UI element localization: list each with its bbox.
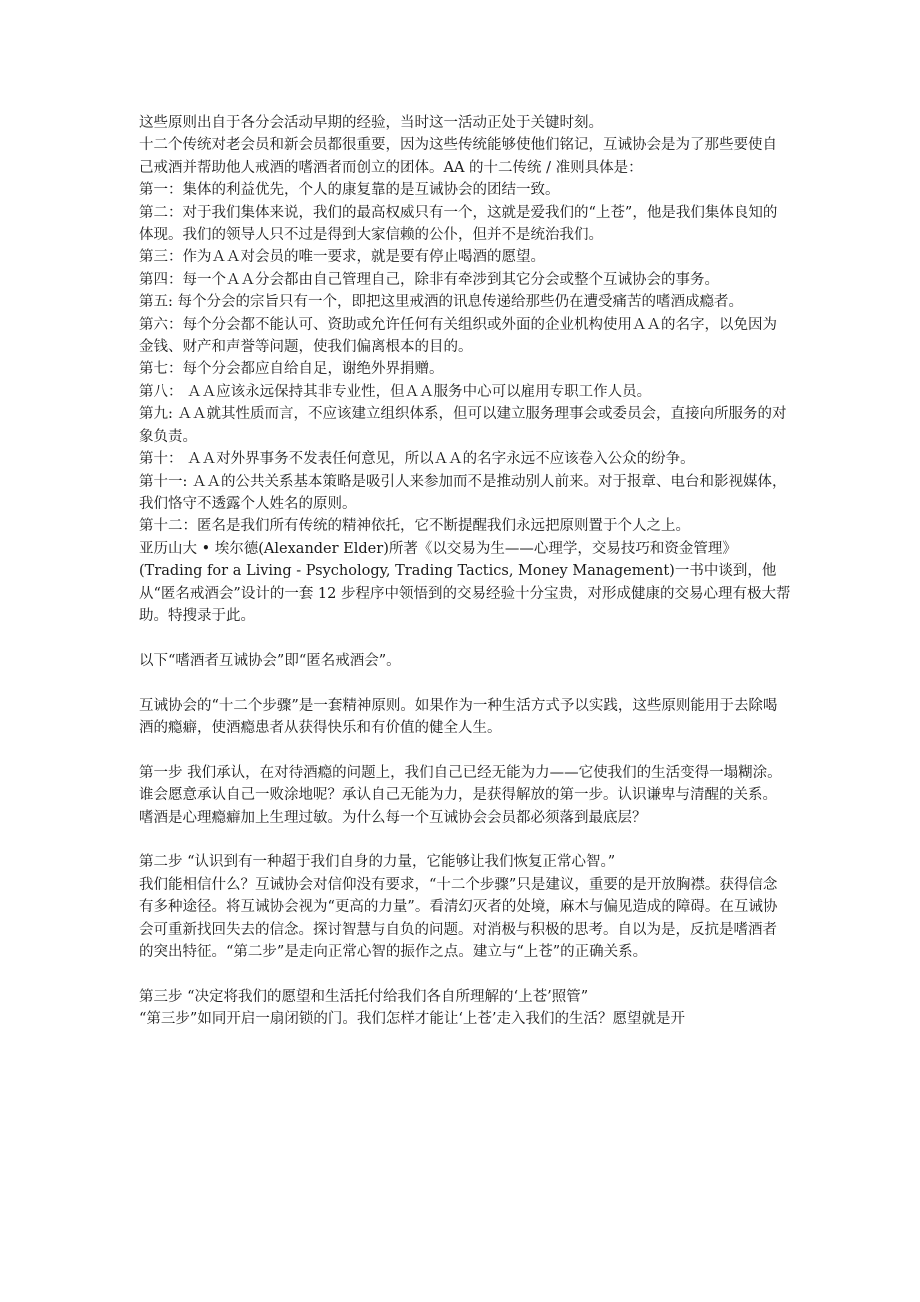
paragraph-twelve-steps-intro: 互诫协会的“十二个步骤”是一套精神原则。如果作为一种生活方式予以实践，这些原则能用于去除喝酒的瘾癖，使酒瘾患者从获得快乐和有价值的健全人生。 <box>139 697 778 736</box>
step-1-heading: 第一步 我们承认，在对待酒瘾的问题上，我们自己已经无能为力——它使我们的生活变得一塌糊涂。 <box>139 764 782 781</box>
paragraph-naming-note: 以下“嗜酒者互诫协会”即“匿名戒酒会”。 <box>139 652 401 669</box>
paragraph-spacer <box>139 963 791 985</box>
document-page <box>139 112 791 1031</box>
tradition-1: 第一：集体的利益优先，个人的康复靠的是互诫协会的团结一致。 <box>139 182 560 199</box>
tradition-11: 第十一: ＡＡ的公共关系基本策略是吸引人来参加而不是推动别人前来。对于报章、电台和影视媒体，我们恪守不透露个人姓名的原则。 <box>139 473 787 512</box>
paragraph-elder-reference: 亚历山大 • 埃尔德(Alexander Elder)所著《以交易为生——心理学，交易技巧和资金管理》(Trading for a Living - Psychology, Trading Tactics, Money Management)一书中谈到，他从“匿名戒酒会”设计的一套 12 步程序中领悟到的交易经验十分宝贵，对形成健康的交易心理有极大帮助。特搜录于此。 <box>139 540 791 624</box>
tradition-2: 第二：对于我们集体来说，我们的最高权威只有一个，这就是爱我们的“上苍”，他是我们集体良知的体现。我们的领导人只不过是得到大家信赖的公仆，但并不是统治我们。 <box>139 204 778 244</box>
tradition-5: 第五: 每个分会的宗旨只有一个，即把这里戒酒的讯息传递给那些仍在遭受痛苦的嗜酒成瘾者。 <box>139 294 743 311</box>
step-3-heading: 第三步 “决定将我们的愿望和生活托付给我们各自所理解的‘上苍’照管” <box>139 988 589 1005</box>
paragraph-intro: 这些原则出自于各分会活动早期的经验，当时这一活动正处于关键时刻。 <box>139 115 603 131</box>
tradition-7: 第七：每个分会都应自给自足，谢绝外界捐赠。 <box>139 361 444 378</box>
tradition-8: 第八： ＡＡ应该永远保持其非专业性，但ＡＡ服务中心可以雇用专职工作人员。 <box>139 383 652 400</box>
step-2-body: 我们能相信什么？互诫协会对信仰没有要求，“十二个步骤”只是建议，重要的是开放胸襟。获得信念有多种途径。将互诫协会视为“更高的力量”。看清幻灭者的处境，麻木与偏见造成的障碍。在互诫协会可重新找回失去的信念。探讨智慧与自负的问题。对消极与积极的思考。自以为是，反抗是嗜酒者的突出特征。“第二步”是走向正常心智的振作之点。建立与“上苍”的正确关系。 <box>139 876 778 960</box>
paragraph-spacer <box>139 672 791 694</box>
paragraph-spacer <box>139 739 791 761</box>
step-2-heading: 第二步 “认识到有一种超于我们自身的力量，它能够让我们恢复正常心智。” <box>139 854 616 871</box>
tradition-3: 第三：作为ＡＡ对会员的唯一要求，就是要有停止喝酒的愿望。 <box>139 249 545 266</box>
paragraph-spacer <box>139 627 791 649</box>
tradition-6: 第六：每个分会都不能认可、资助或允许任何有关组织或外面的企业机构使用ＡＡ的名字，以免因为金钱、财产和声誉等问题，使我们偏离根本的目的。 <box>139 316 777 356</box>
tradition-12: 第十二：匿名是我们所有传统的精神依托，它不断提醒我们永远把原则置于个人之上。 <box>139 518 690 535</box>
tradition-9: 第九: ＡＡ就其性质而言，不应该建立组织体系，但可以建立服务理事会或委员会，直接向所服务的对象负责。 <box>139 406 787 445</box>
step-3-body: “第三步”如同开启一扇闭锁的门。我们怎样才能让‘上苍’走入我们的生活？愿望就是开 <box>139 1011 686 1028</box>
paragraph-spacer <box>139 829 791 851</box>
paragraph-traditions-intro: 十二个传统对老会员和新会员都很重要，因为这些传统能够使他们铭记，互诫协会是为了那些要使自己戒酒并帮助他人戒酒的嗜酒者而创立的团体。AA 的十二传统 / 准则具体是： <box>139 137 777 176</box>
step-1-body: 谁会愿意承认自己一败涂地呢？承认自己无能为力，是获得解放的第一步。认识谦卑与清醒的关系。嗜酒是心理瘾癖加上生理过敏。为什么每一个互诫协会会员都必须落到最底层？ <box>139 787 777 826</box>
tradition-4: 第四：每一个ＡＡ分会都由自己管理自己，除非有牵涉到其它分会或整个互诫协会的事务。 <box>139 271 719 288</box>
tradition-10: 第十： ＡＡ对外界事务不发表任何意见，所以ＡＡ的名字永远不应该卷入公众的纷争。 <box>139 451 695 468</box>
